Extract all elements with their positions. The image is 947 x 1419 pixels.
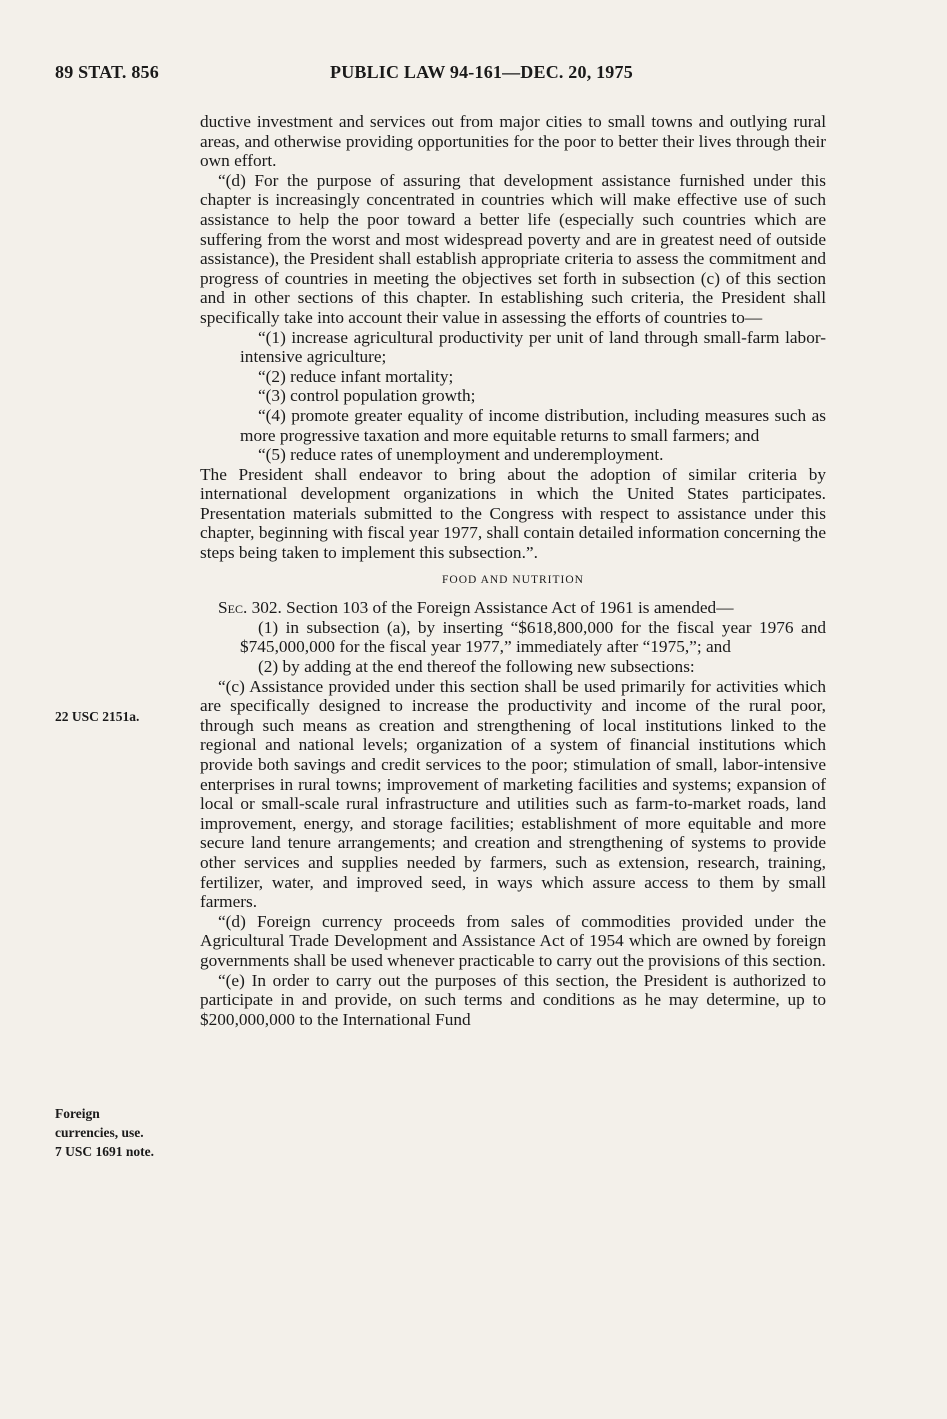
section-heading: FOOD AND NUTRITION	[442, 573, 584, 586]
section-302	[200, 598, 826, 618]
paragraph-criteria: The President shall endeavor to bring about the adoption of similar criteria by international development organizations in which the United States participates. Presentation materials submitted to the Congress with respect to assistance under this chapter, beginning with fiscal year 1977, shall contain detailed information concerning the steps being taken to implement this subsection.”.	[200, 464, 826, 563]
section-label: Sec. 302.	[218, 598, 282, 618]
margin-note-usc-2151a: 22 USC 2151a.	[55, 709, 140, 724]
page-title: PUBLIC LAW 94-161—DEC. 20, 1975	[330, 62, 633, 82]
stat-reference: 89 STAT. 856	[55, 62, 159, 82]
amendment-1: (1) in subsection (a), by inserting “$618,800,000 for the fiscal year 1976 and $745,000,000 for the fiscal year 1977,” immediately after “1975,”; and	[240, 617, 826, 657]
list-item: “(2) reduce infant mortality;	[258, 366, 454, 386]
section-text: Section 103 of the Foreign Assistance Act of 1961 is amended—	[286, 598, 734, 618]
subsection-c: “(c) Assistance provided under this section shall be used primarily for activities which are specifically designed to increase the productivity and income of the rural poor, through such means as creation and strengthening of local institutions linked to the regional and national levels; organization of a system of financial institutions which provide both savings and credit services to the poor; stimulation of small, labor-intensive enterprises in rural towns; improvement of marketing facilities and systems; expansion of local or small-scale rural infrastructure and utilities such as farm-to-market roads, land improvement, energy, and storage facilities; establishment of more equitable and more secure land tenure arrangements; and creation and strengthening of systems to provide other services and supplies needed by farmers, such as extension, research, training, fertilizer, water, and improved seed, in ways which assure access to them by small farmers.	[200, 676, 826, 912]
document-body	[200, 112, 826, 1029]
subsection-d: “(d) Foreign currency proceeds from sales of commodities provided under the Agricultural Trade Development and Assistance Act of 1954 which are owned by foreign governments shall be used whenever practicable to carry out the provisions of this section.	[200, 911, 826, 970]
amendment-2: (2) by adding at the end thereof the following new subsections:	[258, 657, 695, 677]
list-item: “(3) control population growth;	[258, 386, 476, 406]
margin-note-line: Foreign	[55, 1106, 100, 1121]
margin-note-line: 7 USC 1691 note.	[55, 1144, 155, 1159]
list-item: “(1) increase agricultural productivity per unit of land through small-farm labor-intensive agriculture;	[240, 327, 826, 367]
list-item: “(4) promote greater equality of income distribution, including measures such as more progressive taxation and more equitable returns to small farmers; and	[240, 405, 826, 445]
subsection-e: “(e) In order to carry out the purposes of this section, the President is authorized to participate in and provide, on such terms and conditions as he may determine, up to $200,000,000 to the International Fund	[200, 970, 826, 1029]
margin-note-line: currencies, use.	[55, 1125, 144, 1140]
paragraph-subsection-d: “(d) For the purpose of assuring that development assistance furnished under this chapter is increasingly concentrated in countries which will make effective use of such assistance to help the poor toward a better life (especially such countries which are suffering from the worst and most widespread poverty and are in greatest need of outside assistance), the President shall establish appropriate criteria to assess the commitment and progress of countries in meeting the objectives set forth in subsection (c) of this section and in other sections of this chapter. In establishing such criteria, the President shall specifically take into account their value in assessing the efforts of countries to—	[200, 170, 826, 327]
list-item: “(5) reduce rates of unemployment and underemployment.	[258, 445, 664, 465]
margin-note-foreign-currencies	[55, 1104, 154, 1161]
paragraph-continuation: ductive investment and services out from major cities to small towns and outlying rural areas, and otherwise providing opportunities for the poor to better their lives through their own effort.	[200, 112, 826, 171]
